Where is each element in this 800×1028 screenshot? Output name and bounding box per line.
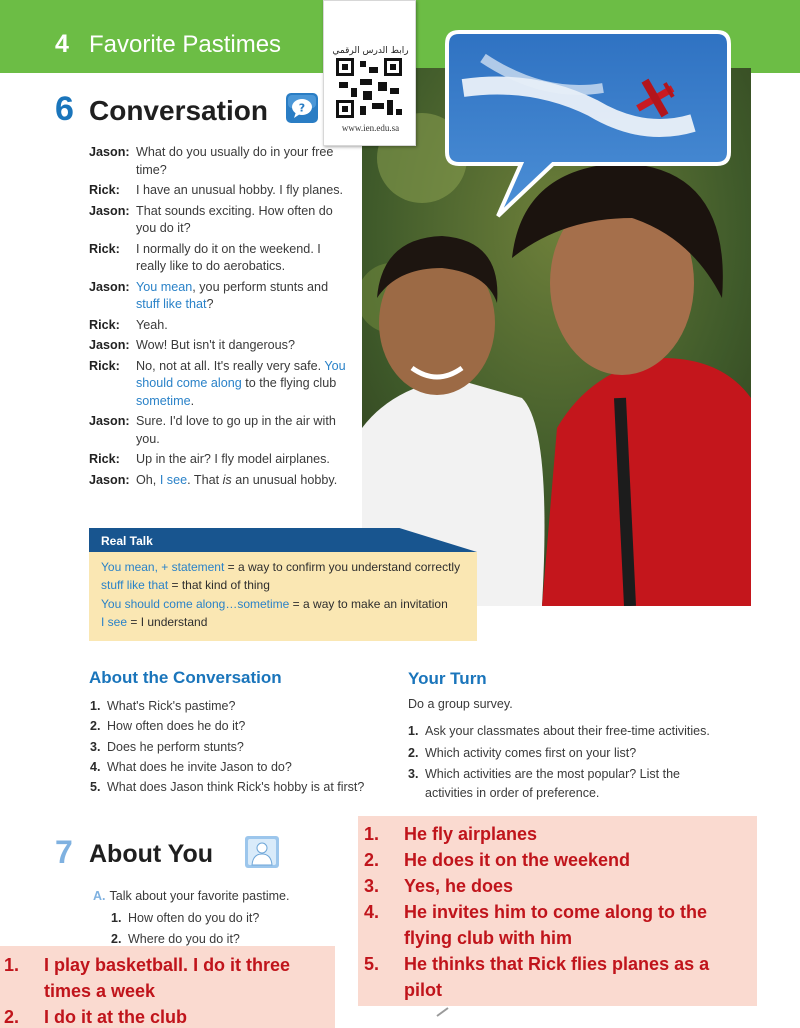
line-text: , you perform stunts and <box>192 279 329 294</box>
line-text: to the flying club <box>241 376 337 390</box>
unit-title: Favorite Pastimes <box>89 31 282 58</box>
dialogue-line <box>89 337 354 355</box>
question-text: What's Rick's pastime? <box>107 699 236 713</box>
question-number: 3. <box>90 739 101 754</box>
question-number: 4. <box>90 759 101 774</box>
speaker: Rick: <box>89 183 120 197</box>
real-talk-term: You mean, + statement <box>101 560 225 574</box>
about-conversation-title: About the Conversation <box>89 668 282 687</box>
about-you-answers-box <box>0 946 335 1028</box>
your-turn-title: Your Turn <box>408 669 487 688</box>
your-turn-intro: Do a group survey. <box>408 697 513 711</box>
real-talk-definition: = a way to make an invitation <box>289 596 448 611</box>
section-title: Conversation <box>89 95 268 126</box>
question-text: What does Jason think Rick's hobby is at first? <box>107 780 365 795</box>
answer-text: He thinks that Rick flies planes as a pilot <box>404 954 710 1000</box>
real-talk-item <box>101 576 465 594</box>
dialogue-line <box>89 317 354 335</box>
answer-number: 4. <box>364 902 380 922</box>
answer-item <box>364 873 749 899</box>
question-item <box>90 777 380 797</box>
about-conversation-questions <box>90 696 380 797</box>
answer-number: 2. <box>364 850 380 870</box>
real-talk-box <box>89 528 477 641</box>
dialogue-line <box>89 451 354 469</box>
unit-number: 4 <box>55 30 69 58</box>
question-item <box>90 696 380 716</box>
question-item <box>111 908 311 929</box>
speaker: Jason: <box>89 145 130 159</box>
activity-text: Talk about your favorite pastime. <box>109 889 290 903</box>
activity-a <box>93 889 289 903</box>
line-text: Wow! But isn't it dangerous? <box>136 338 295 352</box>
line-text: That sounds exciting. How often do you do it? <box>136 203 333 235</box>
answer-number: 2. <box>4 1007 20 1027</box>
activity-letter: A. <box>93 889 106 903</box>
dialogue-line <box>89 241 354 276</box>
question-text: How often do you do it? <box>128 911 260 925</box>
answer-text: I do it at the club <box>44 1007 187 1027</box>
conversation-answers-box <box>358 816 757 1006</box>
line-text: No, not at all. It's really very safe. <box>136 358 325 373</box>
pencil-icon <box>436 1007 450 1017</box>
answer-text: He does it on the weekend <box>404 850 631 870</box>
line-text: Sure. I'd love to go up in the air with you. <box>136 414 336 446</box>
highlight-phrase: You should come along <box>136 358 346 390</box>
line-text: I have an unusual hobby. I fly planes. <box>136 183 344 197</box>
about-you-questions <box>111 908 311 950</box>
question-text: Does he perform stunts? <box>107 739 244 754</box>
answer-item <box>364 847 749 873</box>
dialogue-line <box>89 279 354 314</box>
real-talk-term: I see <box>101 614 128 629</box>
question-item <box>90 737 380 757</box>
task-item <box>408 765 748 802</box>
task-number: 3. <box>408 767 419 782</box>
speech-bubble-airplane <box>443 28 733 218</box>
line-text: What do you usually do in your free time? <box>136 145 334 177</box>
person-profile-icon[interactable] <box>244 835 280 869</box>
line-text: . <box>190 393 195 408</box>
question-number: 5. <box>90 780 101 795</box>
answer-item <box>364 899 749 951</box>
answer-number: 1. <box>4 955 20 975</box>
answer-number: 3. <box>364 876 380 896</box>
your-turn-items <box>408 722 748 805</box>
task-number: 2. <box>408 745 419 760</box>
question-item <box>90 757 380 777</box>
real-talk-body <box>89 552 477 641</box>
qr-code-icon[interactable] <box>336 58 402 118</box>
task-item <box>408 722 748 741</box>
highlight-phrase: sometime <box>136 393 191 408</box>
answer-text: Yes, he does <box>404 876 514 896</box>
speaker: Jason: <box>89 414 130 428</box>
speech-bubble-icon[interactable] <box>285 92 319 124</box>
speaker: Jason: <box>89 472 130 487</box>
question-item <box>90 716 380 736</box>
question-number: 1. <box>111 911 122 925</box>
dialogue-line <box>89 182 354 200</box>
section-number: 7 <box>55 834 73 870</box>
dialogue-line <box>89 413 354 448</box>
question-text: What does he invite Jason to do? <box>107 759 292 774</box>
speaker: Jason: <box>89 338 130 352</box>
line-text: an unusual hobby. <box>231 472 338 487</box>
dialogue-line <box>89 358 354 411</box>
real-talk-definition: = I understand <box>127 614 208 629</box>
about-you-answers <box>4 952 327 1028</box>
section-title: About You <box>89 840 214 868</box>
real-talk-definition: = a way to confirm you understand correctly <box>224 560 461 574</box>
task-number: 1. <box>408 724 419 738</box>
question-text: How often does he do it? <box>107 719 246 734</box>
conversation-answers <box>364 821 749 1003</box>
qr-url[interactable]: www.ien.edu.sa <box>341 123 400 133</box>
question-number: 2. <box>90 719 101 734</box>
answer-text: He invites him to come along to the flying club with him <box>404 902 708 948</box>
highlight-phrase: stuff like that <box>136 297 207 311</box>
real-talk-item <box>101 595 465 613</box>
task-text: Ask your classmates about their free-time activities. <box>425 724 710 738</box>
line-text: Oh, <box>136 472 160 487</box>
task-text: Which activity comes first on your list? <box>425 745 637 760</box>
question-number: 2. <box>111 932 122 946</box>
section-number: 6 <box>55 90 74 128</box>
speaker: Rick: <box>89 241 120 256</box>
speaker: Rick: <box>89 452 120 466</box>
answer-item <box>4 1004 327 1028</box>
line-text: Up in the air? I fly model airplanes. <box>136 452 330 466</box>
dialogue-line <box>89 472 354 490</box>
question-number: 1. <box>90 699 101 713</box>
real-talk-term: You should come along…sometime <box>101 596 290 611</box>
speaker: Rick: <box>89 317 120 332</box>
real-talk-item <box>101 558 465 576</box>
answer-text: He fly airplanes <box>404 824 538 844</box>
answer-text: I play basketball. I do it three times a week <box>44 955 291 1001</box>
answer-number: 1. <box>364 824 380 844</box>
answer-number: 5. <box>364 954 380 974</box>
qr-label: رابط الدرس الرقمي <box>332 46 409 56</box>
task-item <box>408 744 748 763</box>
line-text: . That <box>187 472 223 487</box>
highlight-phrase: You mean <box>136 279 193 294</box>
real-talk-term: stuff like that <box>101 578 169 593</box>
speaker: Jason: <box>89 279 130 294</box>
qr-card[interactable] <box>323 0 416 146</box>
question-text: Where do you do it? <box>128 932 240 946</box>
real-talk-definition: = that kind of thing <box>168 578 270 593</box>
line-text: Yeah. <box>136 317 168 332</box>
emphasis: is <box>222 472 232 487</box>
line-text: ? <box>206 297 214 311</box>
dialogue <box>89 144 354 492</box>
answer-item <box>364 821 749 847</box>
line-text: I normally do it on the weekend. I really like to do aerobatics. <box>136 241 321 273</box>
answer-item <box>364 951 749 1003</box>
answer-item <box>4 952 327 1004</box>
real-talk-title: Real Talk <box>101 534 153 548</box>
dialogue-line <box>89 203 354 238</box>
real-talk-item <box>101 613 465 631</box>
dialogue-line <box>89 144 354 179</box>
task-text: Which activities are the most popular? List the activities in order of preference. <box>425 767 680 800</box>
highlight-phrase: I see <box>159 472 188 487</box>
svg-text:?: ? <box>298 101 306 115</box>
speaker: Rick: <box>89 358 120 373</box>
speaker: Jason: <box>89 203 130 218</box>
